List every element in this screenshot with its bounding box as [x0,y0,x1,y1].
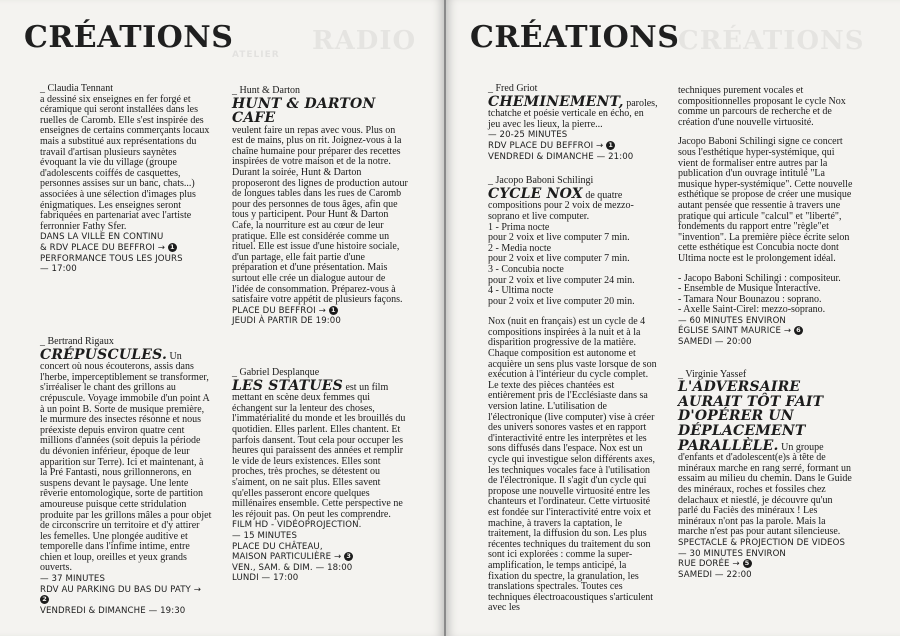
credit-line: - Axelle Saint-Cirel: mezzo-soprano. [678,304,826,316]
entry-author: _ Virginie Yassef [678,370,854,381]
entry-author: _ Hunt & Darton [232,86,408,97]
entry-claudia-tennant [40,84,212,275]
list-item: pour 2 voix et live computer 24 min. [488,274,635,286]
left-column-1 [40,84,212,275]
location-marker-icon: 6 [794,326,803,335]
info-line: VEN., SAM. & DIM. — 18:00 [232,562,353,573]
entry-author: _ Jacopo Baboni Schilingi [488,176,658,187]
entry-info [678,316,854,348]
location-marker-icon: 1 [606,141,615,150]
ghost-text-creations: CRÉATIONS [678,26,865,56]
info-line: DANS LA VILLE EN CONTINU [40,232,164,243]
entry-description [488,187,658,223]
entry-author: _ Gabriel Desplanque [232,368,408,379]
entry-description-text: est un film mettant en scène deux femmes qui échangent sur la lenteur des choses, l'immatérialité du monde et les brouillés du quotidien. Elles parlent. Elles chantent. Et parfois dansent. Tout cela pour occuper les heures qui paraissent des années et remplir le vide de leurs existences. Elles sont proches, très proches, se détestent ou s'aiment, on ne sait plus. Elles savent qu'elles passeront encore quelques millénaires ensemble. Cette perspective ne les réjouit pas. On peut les comprendre. [232,381,406,520]
entry-info [232,306,408,327]
info-line: — 30 MINUTES ENVIRON [678,548,786,559]
entry-description [678,380,854,538]
entry-description-text: Un concert où nous écouterons, assis dans l'herbe, imperceptiblement se transformer, s'irréaliser le chant des grillons au crépuscule. Voyage immobile d'un point A à un point B. Sorte de musique première, le murmure des insectes résonne et nous préexiste depuis environ quatre cent millions d'années (soit depuis la période du dévonien inférieur, époque de leur apparition sur Terre). Ici et maintenant, à la Pré Fantasti, nous grillonnerons, en suspens devant le paysage. Une lente rêverie entomologique, sorte de partition amoureuse puisque cette stridulation produite par les grillons mâles a pour objet de circonscrire un territoire et d'y attirer les femelles. Une plongée auditive et temporelle dans l'infime intime, entre chien et loup, oreilles et yeux grands ouverts. [40,350,212,574]
entry-bertrand-rigaux [40,337,212,616]
location-marker-icon: 5 [743,559,752,568]
info-line-text: PLACE DU BEFFROI → [232,305,326,316]
info-line-text: ÉGLISE SAINT MAURICE → [678,326,792,337]
entry-title: CRÉPUSCULES. [40,346,168,363]
info-line-text: RDV PLACE DU BEFFROI → [488,140,604,151]
left-column-2 [232,86,408,327]
right-column-2 [678,86,854,580]
credits-list [678,274,854,316]
composition-list [488,223,658,308]
info-line [488,141,658,152]
ghost-text-atelier: ATELIER [232,50,280,60]
info-line [40,585,212,606]
info-line: — 60 MINUTES ENVIRON [678,315,786,326]
info-line [40,243,212,254]
page-heading: CRÉATIONS [24,20,234,55]
info-line: LUNDI — 17:00 [232,573,299,584]
info-line: VENDREDI & DIMANCHE — 21:00 [488,151,634,162]
credit-line: - Jacopo Baboni Schilingi : compositeur. [678,272,841,284]
left-page [0,0,444,636]
info-line: SPECTACLE & PROJECTION DE VIDEOS [678,537,846,548]
list-item: pour 2 voix et live computer 7 min. [488,232,630,244]
left-column-2b [232,368,408,584]
info-line [232,552,408,563]
page-heading: CRÉATIONS [470,20,680,55]
info-line: SAMEDI — 22:00 [678,569,752,580]
entry-author: _ Claudia Tennant [40,84,212,95]
entry-author: _ Bertrand Rigaux [40,337,212,348]
entry-jacopo-continued [678,86,854,348]
entry-info [40,232,212,274]
info-line-text: RDV AU PARKING DU BAS DU PATY → [40,584,202,595]
right-column-1 [488,84,658,614]
entry-gabriel-desplanque [232,368,408,584]
list-item: 4 - Ultima nocte [488,285,554,297]
entry-info [40,574,212,616]
entry-title: CYCLE NOX [488,185,583,202]
entry-description-text: paroles, tchatche et poésie verticale en écho, en jeu avec les lieux, la pierre... [488,97,658,130]
info-line: PLACE DU CHÂTEAU, [232,541,323,552]
entry-info [232,520,408,584]
info-line: PERFORMANCE TOUS LES JOURS [40,253,183,264]
list-item: pour 2 voix et live computer 20 min. [488,295,635,307]
entry-jacopo-baboni-schilingi [488,176,658,614]
info-line [678,559,854,570]
info-line: — 17:00 [40,264,77,275]
info-line [678,326,854,337]
info-line-text: RUE DORÉE → [678,559,740,570]
entry-description [488,95,658,131]
list-item: 2 - Media nocte [488,242,552,254]
credit-line: - Tamara Nour Bounazou : soprano. [678,293,822,305]
entry-virginie-yassef [678,370,854,581]
right-page [446,0,900,636]
entry-author: _ Fred Griot [488,84,658,95]
entry-description-2: Jacopo Baboni Schilingi signe ce concert sous l'esthétique hyper-systémique, qui vient de formaliser entre autres par la publication d'un ouvrage intitulé "La musique hyper-systémique". Cette nouvelle esthétique se propose de créer une musique autant pensée que ressentie à travers une pratique qui articule "calcul" et "liberté", fondements du rapport entre "règle"et "invention". La première pièce écrite selon cette esthétique est Concubia nocte dont Ultima nocte est le prolongement idéal. [678,136,853,264]
info-line: — 20-25 MINUTES [488,130,568,141]
info-line: JEUDI À PARTIR DE 19:00 [232,316,341,327]
entry-info [488,130,658,162]
location-marker-icon: 3 [344,552,353,561]
location-marker-icon: 1 [168,243,177,252]
location-marker-icon: 2 [40,595,49,604]
entry-title: LES STATUES [232,377,343,394]
entry-fred-griot [488,84,658,162]
entry-title: L'ADVERSAIRE AURAIT TÔT FAIT D'OPÉRER UN DÉPLACEMENT PARALLÈLE. [678,379,824,454]
entry-description: techniques purement vocales et compositionnelles proposant le cycle Nox comme un parcours de recherche et de création d'une nouvelle virtuosité. [678,85,846,128]
entry-description [232,379,408,521]
info-line-text: & RDV PLACE DU BEFFROI → [40,242,165,253]
credit-line: - Ensemble de Musique Interactive. [678,283,821,295]
entry-description-text: de quatre compositions pour 2 voix de mezzo-soprano et live computer. [488,189,634,222]
info-line: FILM HD - VIDÉOPROJECTION. [232,520,362,531]
info-line-text: MAISON PARTICULIÈRE → [232,552,342,563]
left-column-1b [40,337,212,616]
entry-description-2: Nox (nuit en français) est un cycle de 4 compositions inspirées à la nuit et à la disparition progressive de la matière. Chaque composition est autonome et acquière un sens plus vaste lorsque de son exécution à l'intérieur du cycle complet. Le texte des pièces chantées est entièrement pris de l'Ecclésiaste dans sa version latine. L'utilisation de l'électronique (live computer) vise à créer des univers sonores vastes et en rapport d'interactivité entre les interprètes et les sons diffusés dans l'espace. Nox est un cycle qui investigue selon différents axes, les techniques vocales face à l'utilisation de l'électronique. Il s'agit d'un cycle qui propose une nouvelle virtuosité entre les chanteurs et l'ordinateur. Cette virtuosité est fondée sur l'interactivité entre voix et machine, à travers la captation, le traitement, la diffusion du son. Les plus récentes techniques du traitement du son sont ici explorées : comme la super-amplification, le temps anticipé, la fixation du spectre, la granulation, les translations spectrales. Toutes ces techniques électroacoustiques s'articulent avec les [488,316,657,614]
info-line: SAMEDI — 20:00 [678,337,752,348]
list-item: 3 - Concubia nocte [488,263,564,275]
entry-description: veulent faire un repas avec vous. Plus on est de mains, plus on rit. Joignez-vous à la chaîne humaine pour préparer des recettes inspirées de votre maison et de la notre. Durant la soirée, Hunt & Darton proposeront des lignes de production autour de longues tables dans les rues de Caromb pour des personnes de tous âges, afin que tous y participent. Pour Hunt & Darton Cafe, la nourriture est au cœur de leur pratique. Elle est considérée comme un rituel. Elle est issue d'une histoire sociale, d'un partage, elle fait partie d'une préparation et d'une présentation. Mais surtout elle crée un dialogue autour de l'idée de consommation. Préparez-vous à satisfaire votre appétit de plusieurs façons. [232,124,408,306]
list-item: pour 2 voix et live computer 7 min. [488,253,630,265]
info-line: VENDREDI & DIMANCHE — 19:30 [40,605,186,616]
entry-title: HUNT & DARTON CAFE [232,95,376,126]
entry-description: a dessiné six enseignes en fer forgé et céramique qui seront installées dans les ruelles de Caromb. Elle s'est inspirée des enseignes de certains commerçants locaux mais a substitué aux représentations du travail d'artisan plusieurs saynètes évoquant la vie du village (groupe d'adolescents coiffés de casquettes, personnes assises sur un banc, chats...) associées à une sélection d'images plus énigmatiques. Les enseignes seront fabriquées en partenariat avec l'artiste ferronnier Fathy Sfer. [40,93,210,232]
ghost-text-radio: RADIO [312,26,417,56]
entry-title: CHEMINEMENT, [488,93,624,110]
entry-hunt-darton [232,86,408,327]
entry-description [40,348,212,574]
info-line: — 37 MINUTES [40,574,105,585]
location-marker-icon: 1 [329,306,338,315]
list-item: 1 - Prima nocte [488,221,550,233]
entry-info [678,538,854,580]
info-line [232,306,408,317]
info-line: — 15 MINUTES [232,530,297,541]
entry-description-text: Un groupe d'enfants et d'adolescent(e)s à tête de minéraux marche en rang serré, formant un essaim au milieu du chemin. Dans le Guide des minéraux, roches et fossiles chez delachaux et niestlé, je découvre qu'un parlé du Faciès des minéraux ! Les minéraux n'ont pas la parole. Mais la marche n'est pas pour autant silencieuse. [678,441,852,538]
